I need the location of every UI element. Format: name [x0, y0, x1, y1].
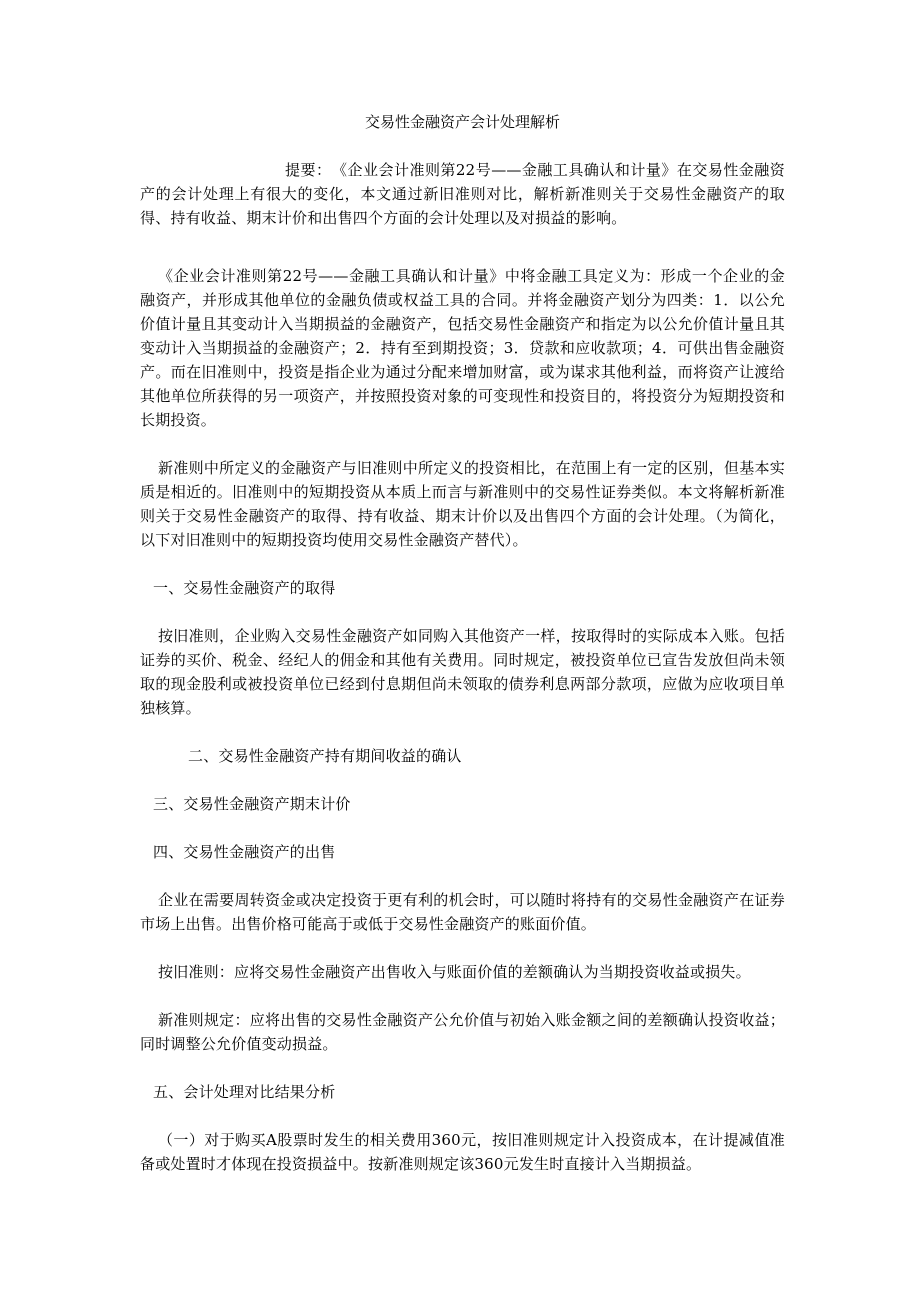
document-page	[140, 110, 785, 1176]
body-paragraph-new-standard: 新准则规定：应将出售的交易性金融资产公允价值与初始入账金额之间的差额确认投资收益；同时调整公允价值变动损益。	[140, 1011, 785, 1053]
section-heading-sale: 四、交易性金融资产的出售	[153, 843, 336, 861]
section-heading-acquisition: 一、交易性金融资产的取得	[153, 579, 336, 597]
body-paragraph-analysis-1: （一）对于购买A股票时发生的相关费用360元，按旧准则规定计入投资成本，在计提减值准备或处置时才体现在投资损益中。按新准则规定该360元发生时直接计入当期损益。	[140, 1131, 785, 1173]
document-title: 交易性金融资产会计处理解析	[364, 113, 560, 131]
section-heading-period-end: 三、交易性金融资产期末计价	[153, 795, 351, 813]
body-paragraph-old-standard: 按旧准则：应将交易性金融资产出售收入与账面价值的差额确认为当期投资收益或损失。	[158, 963, 751, 981]
section-heading-analysis: 五、会计处理对比结果分析	[153, 1083, 336, 1101]
section-heading-holding-income: 二、交易性金融资产持有期间收益的确认	[188, 747, 462, 765]
body-paragraph-comparison: 新准则中所定义的金融资产与旧准则中所定义的投资相比，在范围上有一定的区别，但基本实质是相近的。旧准则中的短期投资从本质上而言与新准则中的交易性证券类似。本文将解析新准则关于交易性金融资产的取得、持有收益、期末计价以及出售四个方面的会计处理。（为简化，以下对旧准则中的短期投资均使用交易性金融资产替代）。	[140, 459, 785, 549]
abstract-paragraph: 提要： 《企业会计准则第22号——金融工具确认和计量》在交易性金融资产的会计处理上有很大的变化，本文通过新旧准则对比，解析新准则关于交易性金融资产的取得、持有收益、期末计价和出售四个方面的会计处理以及对损益的影响。	[140, 161, 785, 227]
body-paragraph-acquisition: 按旧准则，企业购入交易性金融资产如同购入其他资产一样，按取得时的实际成本入账。包括证券的买价、税金、经纪人的佣金和其他有关费用。同时规定，被投资单位已宣告发放但尚未领取的现金股利或被投资单位已经到付息期但尚未领取的债券利息两部分款项，应做为应收项目单独核算。	[140, 627, 785, 717]
body-paragraph-definition: 《企业会计准则第22号——金融工具确认和计量》中将金融工具定义为：形成一个企业的金融资产，并形成其他单位的金融负债或权益工具的合同。并将金融资产划分为四类：1．以公允价值计量且其变动计入当期损益的金融资产，包括交易性金融资产和指定为以公允价值计量且其变动计入当期损益的金融资产；2．持有至到期投资；3．贷款和应收款项；4．可供出售金融资产。而在旧准则中，投资是指企业为通过分配来增加财富，或为谋求其他利益，而将资产让渡给其他单位所获得的另一项资产，并按照投资对象的可变现性和投资目的，将投资分为短期投资和长期投资。	[140, 267, 785, 429]
body-paragraph-sale: 企业在需要周转资金或决定投资于更有利的机会时，可以随时将持有的交易性金融资产在证券市场上出售。出售价格可能高于或低于交易性金融资产的账面价值。	[140, 891, 785, 933]
